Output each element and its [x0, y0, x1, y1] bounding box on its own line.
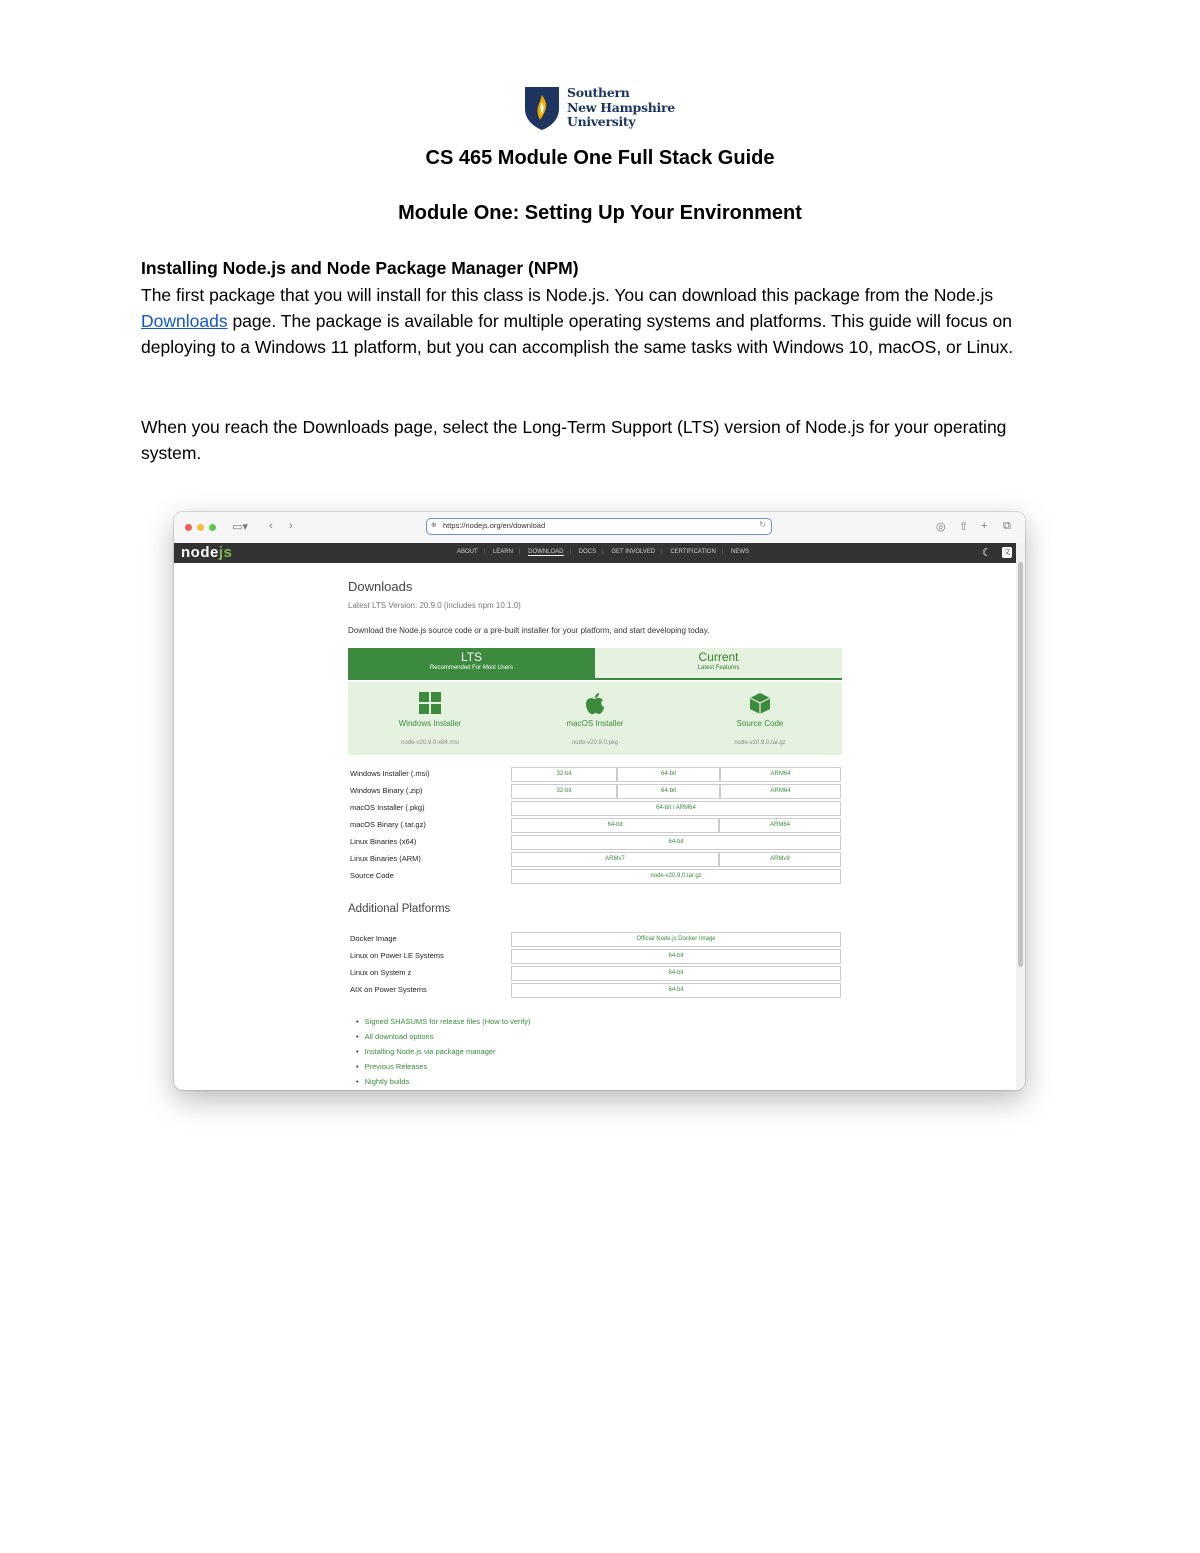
- download-cell[interactable]: 32-bit: [511, 784, 617, 799]
- link-shasums[interactable]: • Signed SHASUMS for release files (How to verify): [356, 1014, 531, 1029]
- nav-get-involved[interactable]: GET INVOLVED: [611, 549, 656, 555]
- tab-lts-label: LTS: [460, 650, 483, 664]
- back-icon[interactable]: ‹: [269, 520, 273, 532]
- release-tabs: [348, 648, 842, 682]
- download-cell[interactable]: 64-bit: [511, 949, 841, 964]
- table-row: [348, 982, 842, 999]
- apple-icon: [525, 692, 665, 716]
- source-code-label: Source Code: [736, 719, 784, 728]
- source-code-download[interactable]: [690, 692, 830, 746]
- browser-toolbar: [174, 512, 1025, 544]
- paragraph-intro-start: The first package that you will install for this class is Node.js. You can download this package from the Node.js: [141, 285, 994, 305]
- download-cell[interactable]: 64-bit: [511, 818, 719, 833]
- section-heading: Installing Node.js and Node Package Manager (NPM): [141, 258, 579, 278]
- macos-installer-file: node-v20.9.0.pkg: [571, 740, 619, 746]
- download-cell[interactable]: ARM64: [719, 818, 841, 833]
- maximize-dot[interactable]: [209, 524, 216, 531]
- row-label: Linux Binaries (ARM): [350, 854, 421, 863]
- new-tab-icon[interactable]: +: [981, 520, 988, 532]
- platforms-table: [348, 931, 842, 999]
- nav-docs[interactable]: DOCS: [578, 549, 597, 555]
- download-cell[interactable]: 64-bit: [617, 767, 720, 782]
- row-label: Windows Binary (.zip): [350, 786, 423, 795]
- paragraph-intro: [141, 282, 1061, 360]
- close-dot[interactable]: [185, 524, 192, 531]
- logo-line-3: University: [567, 114, 636, 129]
- node-logo-text: node: [181, 544, 219, 561]
- download-cell[interactable]: ARM64: [720, 767, 841, 782]
- table-row: [348, 800, 842, 817]
- macos-installer[interactable]: [525, 692, 665, 746]
- row-label: Windows Installer (.msi): [350, 769, 430, 778]
- download-cell[interactable]: 32-bit: [511, 767, 617, 782]
- tab-current-sub: Latest Features: [697, 665, 740, 671]
- row-label: Linux on System z: [350, 968, 412, 977]
- nav-news[interactable]: NEWS: [731, 549, 750, 555]
- share-icon[interactable]: ⇧: [959, 521, 969, 533]
- theme-toggle-icon[interactable]: ☾: [982, 547, 992, 559]
- site-navbar: [174, 543, 1016, 563]
- tab-lts[interactable]: [348, 648, 595, 680]
- logo-line-2: New Hampshire: [567, 99, 675, 115]
- windows-installer-label: Windows Installer: [398, 719, 462, 728]
- windows-installer[interactable]: [360, 692, 500, 746]
- table-row: [348, 851, 842, 868]
- snhu-logo: [523, 85, 683, 133]
- reload-icon[interactable]: ↻: [759, 520, 766, 529]
- row-label: Linux on Power LE Systems: [350, 951, 444, 960]
- nav-certification[interactable]: CERTIFICATION: [670, 549, 716, 555]
- link-package-manager[interactable]: • Installing Node.js via package manager: [356, 1044, 531, 1059]
- table-row: [348, 766, 842, 783]
- node-logo-suffix: js: [218, 544, 233, 561]
- download-cell[interactable]: ARM64: [720, 784, 841, 799]
- table-row: [348, 783, 842, 800]
- windows-installer-file: node-v20.9.0-x64.msi: [401, 740, 459, 746]
- document-subtitle: Module One: Setting Up Your Environment: [398, 202, 802, 224]
- macos-installer-label: macOS Installer: [566, 719, 624, 728]
- shield-icon: [523, 85, 561, 131]
- nav-download[interactable]: DOWNLOAD: [528, 549, 564, 555]
- source-code-file: node-v20.9.0.tar.gz: [734, 740, 786, 746]
- download-cell[interactable]: Official Node.js Docker Image: [511, 932, 841, 947]
- downloads-intro: Download the Node.js source code or a pre-built installer for your platform, and start developing today.: [348, 626, 710, 635]
- url-text: https://nodejs.org/en/download: [443, 521, 546, 530]
- row-label: AIX on Power Systems: [350, 985, 427, 994]
- box-icon: [690, 692, 830, 716]
- minimize-dot[interactable]: [197, 524, 204, 531]
- site-icon: ⊕: [431, 522, 437, 529]
- tab-lts-sub: Recommended For Most Users: [429, 665, 514, 671]
- browser-screenshot: [174, 512, 1025, 1090]
- row-label: macOS Installer (.pkg): [350, 803, 425, 812]
- paragraph-lts: When you reach the Downloads page, select the Long-Term Support (LTS) version of Node.js for your operating system.: [141, 417, 1007, 463]
- tab-current[interactable]: [595, 648, 842, 680]
- row-label: macOS Binary (.tar.gz): [350, 820, 426, 829]
- downloads-table: [348, 766, 842, 885]
- download-icon[interactable]: ◎: [936, 521, 946, 533]
- download-cell[interactable]: ARMv7: [511, 852, 719, 867]
- logo-line-1: Southern: [567, 85, 630, 100]
- installer-panel: [348, 682, 842, 755]
- scrollbar-thumb[interactable]: [1018, 562, 1023, 967]
- additional-platforms-heading: Additional Platforms: [348, 903, 451, 915]
- sidebar-icon[interactable]: ▭▾: [232, 521, 248, 533]
- download-cell[interactable]: ARMv8: [719, 852, 841, 867]
- download-cell[interactable]: 64-bit: [511, 966, 841, 981]
- windows-icon: [360, 692, 500, 716]
- table-row: [348, 948, 842, 965]
- nav-learn[interactable]: LEARN: [492, 549, 513, 555]
- latest-version: Latest LTS Version: 20.9.0 (includes npm 10.1.0): [348, 601, 521, 610]
- address-bar[interactable]: [426, 518, 772, 535]
- link-all-options[interactable]: • All download options: [356, 1029, 531, 1044]
- download-cell[interactable]: 64-bit: [511, 835, 841, 850]
- table-row: [348, 965, 842, 982]
- download-cell[interactable]: 64-bit: [511, 983, 841, 998]
- row-label: Linux Binaries (x64): [350, 837, 417, 846]
- download-links: [356, 1014, 531, 1089]
- paragraph-intro-end: page. The package is available for multiple operating systems and platforms. This guide will focus on deploying to a Windows 11 platform, but you can accomplish the same tasks with Windows 10, macOS, or Linux.: [141, 311, 1014, 357]
- row-label: Source Code: [350, 871, 394, 880]
- nav-links: ABOUT | LEARN | DOWNLOAD | DOCS | GET INVOLVED | CERTIFICATION | NEWS: [457, 549, 750, 555]
- row-label: Docker Image: [350, 934, 397, 943]
- download-cell[interactable]: 64-bit / ARM64: [511, 801, 841, 816]
- link-nightly-builds[interactable]: • Nightly builds: [356, 1074, 531, 1089]
- table-row: [348, 868, 842, 885]
- nav-about[interactable]: ABOUT: [457, 549, 478, 555]
- document-title: CS 465 Module One Full Stack Guide: [425, 147, 775, 169]
- download-cell[interactable]: 64-bit: [617, 784, 720, 799]
- download-cell[interactable]: node-v20.9.0.tar.gz: [511, 869, 841, 884]
- table-row: [348, 817, 842, 834]
- downloads-heading: Downloads: [348, 579, 413, 594]
- table-row: [348, 931, 842, 948]
- downloads-link[interactable]: Downloads: [141, 311, 228, 331]
- table-row: [348, 834, 842, 851]
- link-previous-releases[interactable]: • Previous Releases: [356, 1059, 531, 1074]
- tab-current-label: Current: [698, 650, 739, 664]
- forward-icon[interactable]: ›: [289, 520, 293, 532]
- node-logo[interactable]: [181, 544, 232, 561]
- tabs-overview-icon[interactable]: ⧉: [1003, 520, 1011, 532]
- language-icon[interactable]: 文: [1003, 549, 1011, 556]
